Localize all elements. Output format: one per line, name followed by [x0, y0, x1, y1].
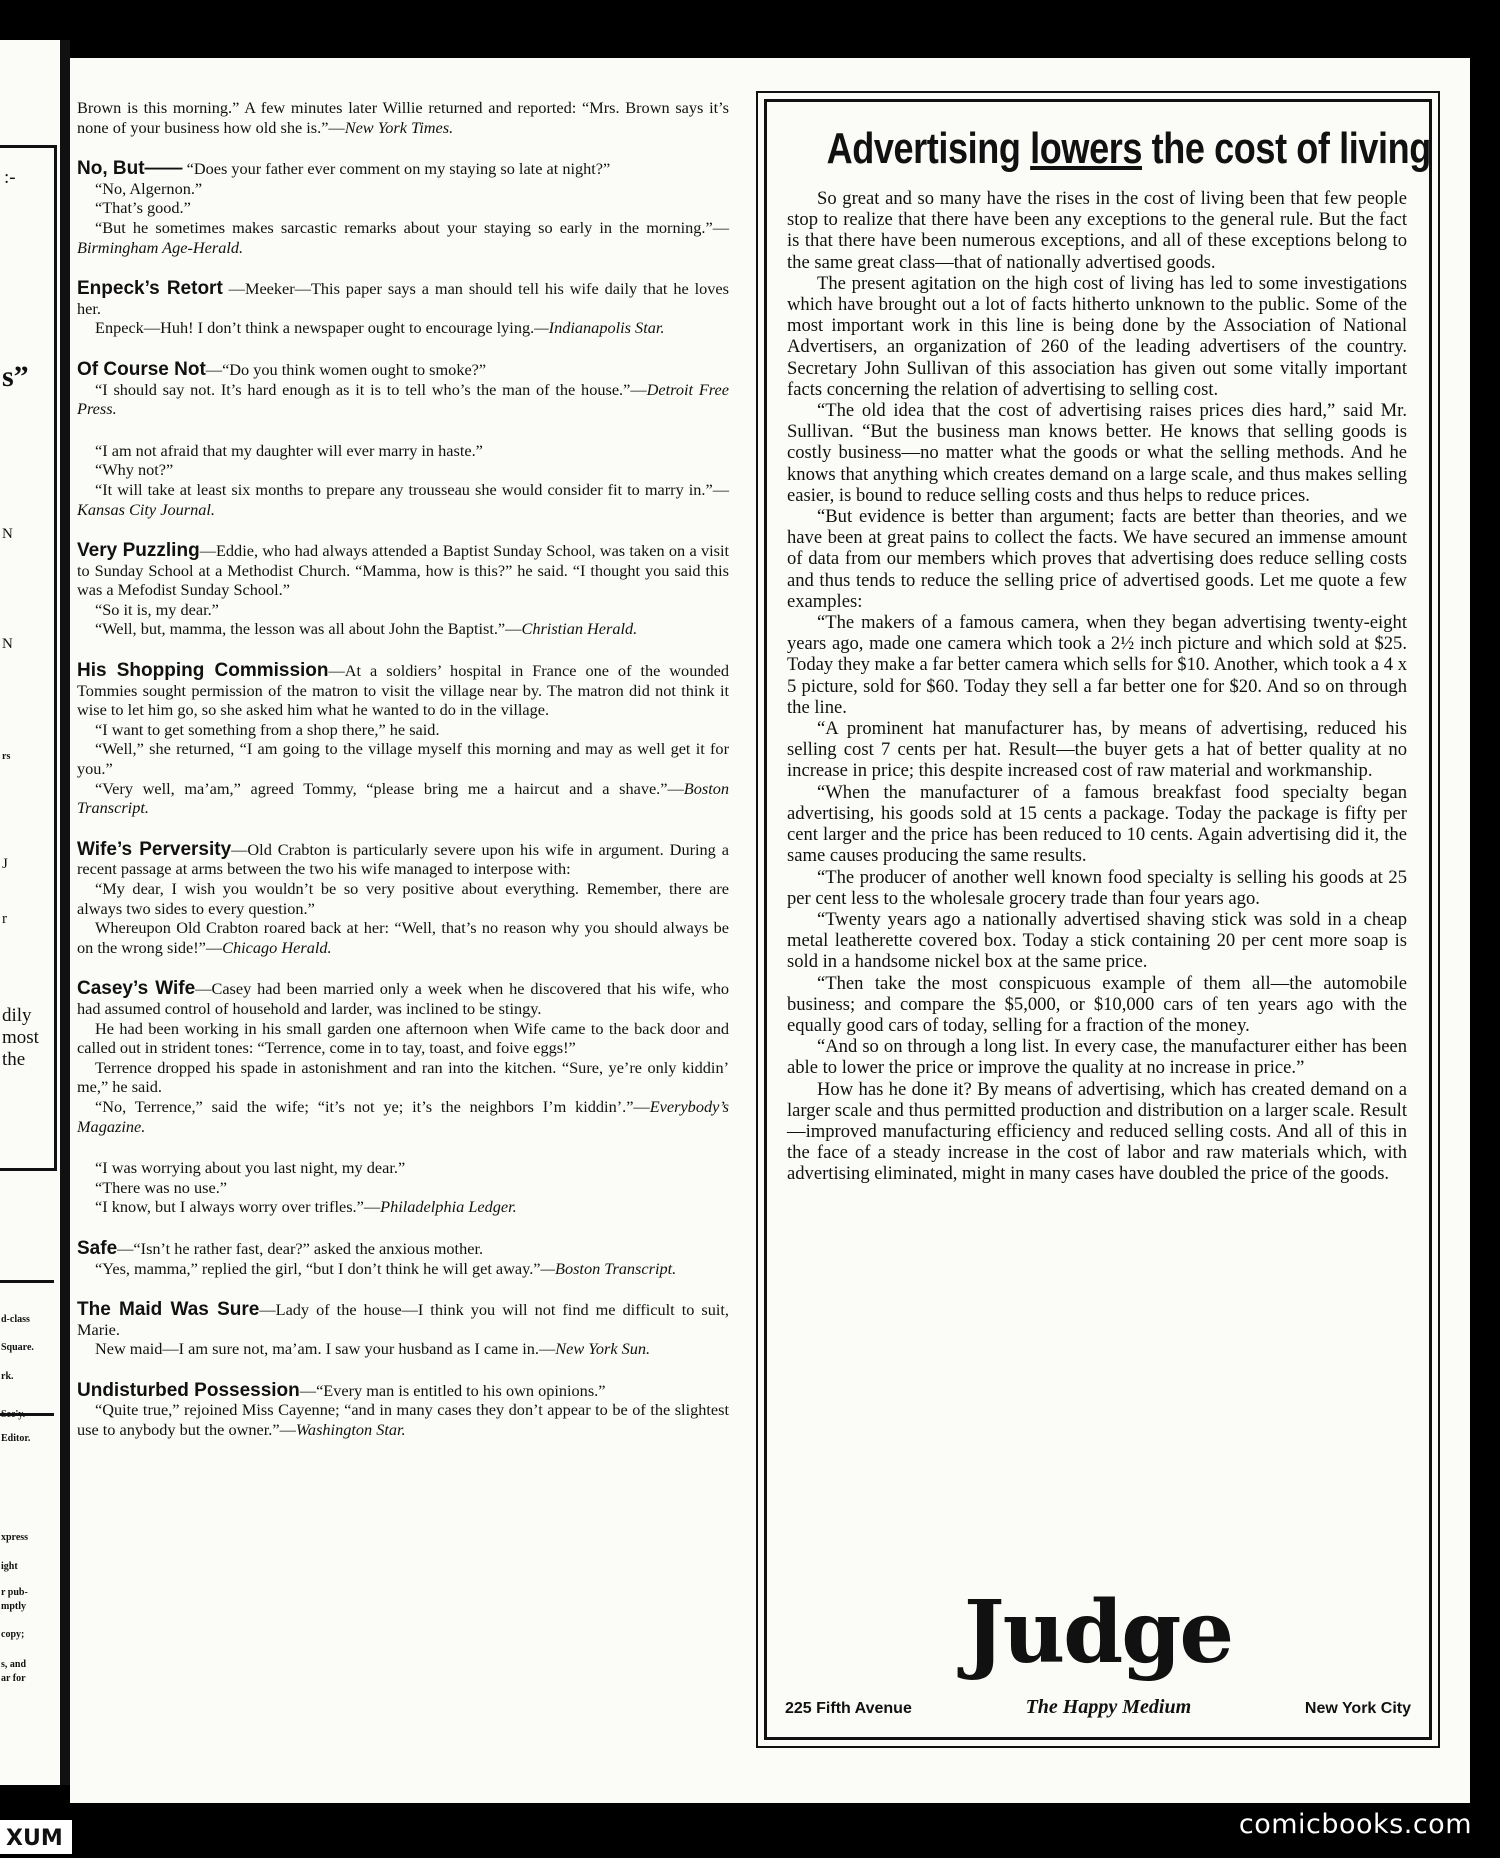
- joke-paragraph: [77, 779, 729, 818]
- edge-fragment: N: [2, 636, 13, 652]
- joke-paragraph: [77, 1158, 729, 1178]
- joke-paragraph: [77, 380, 729, 419]
- joke-text: “Quite true,” rejoined Miss Cayenne; “and in many cases they don’t appear to be of the slightest use to anybody but the owner.”—: [77, 1400, 729, 1440]
- edge-fragment: dily: [2, 1005, 32, 1026]
- joke-paragraph: [77, 179, 729, 199]
- joke-paragraph: [77, 918, 729, 957]
- joke-source: Chicago Herald.: [222, 937, 332, 957]
- edge-fragment: most: [2, 1027, 39, 1048]
- edge-fragment: :-: [4, 167, 16, 188]
- joke-text: —“Isn’t he rather fast, dear?” asked the anxious mother.: [117, 1238, 484, 1258]
- ad-body-text: [787, 188, 1407, 1185]
- joke-story: [77, 98, 729, 137]
- joke-paragraph: [77, 1339, 729, 1359]
- ad-paragraph: “The old idea that the cost of advertising raises prices dies hard,” said Mr. Sullivan. “But the business man knows better. He knows that selling goods is costly business—no matter what the goods or what the selling methods. And he knows that anything which creates demand on a large scale, and thus makes selling easier, is bound to reduce selling costs and thus helps to reduce prices.: [787, 400, 1407, 506]
- joke-paragraph: [77, 98, 729, 137]
- joke-text: “I am not afraid that my daughter will ever marry in haste.”: [95, 440, 483, 460]
- joke-text: “I know, but I always worry over trifles.”—: [95, 1197, 381, 1217]
- joke-text: “Very well, ma’am,” agreed Tommy, “please bring me a haircut and a shave.”—: [95, 778, 684, 798]
- joke-story: [77, 159, 729, 257]
- joke-paragraph: [77, 541, 729, 600]
- joke-source: Washington Star.: [295, 1420, 406, 1440]
- ad-headline-underlined: lowers: [1030, 124, 1143, 173]
- joke-source: Everybody’s Magazine.: [77, 1096, 729, 1136]
- joke-source: —Indianapolis Star.: [534, 318, 665, 338]
- edge-fragment: r pub-: [1, 1587, 28, 1598]
- previous-page-edge: [0, 40, 70, 1785]
- joke-paragraph: [77, 1019, 729, 1058]
- edge-fragment: s, and: [1, 1659, 27, 1670]
- joke-text: New maid—I am sure not, ma’am. I saw your husband as I came in.—: [95, 1339, 556, 1359]
- edge-fragment: d-class: [1, 1314, 30, 1325]
- joke-source: Kansas City Journal.: [77, 499, 215, 519]
- edge-fragment: ar for: [1, 1673, 26, 1684]
- ad-paragraph: The present agitation on the high cost of living has led to some investigations which have brought out a lot of facts hitherto unknown to the public. Some of the most important work in this line is being done by the Association of National Advertisers, an organization of 260 of the leading advertisers of the country. Secretary John Sullivan of this association has given out some vitally important facts concerning the relation of advertising to selling cost.: [787, 272, 1407, 400]
- edge-fragment: ight: [1, 1561, 18, 1572]
- joke-paragraph: [77, 1178, 729, 1198]
- joke-text: —“Do you think women ought to smoke?”: [205, 359, 487, 379]
- joke-text: “That’s good.”: [95, 198, 191, 218]
- joke-text: Brown is this morning.” A few minutes later Willie returned and reported: “Mrs. Brown says it’s none of your business how old she is.”—: [77, 98, 729, 137]
- joke-paragraph: [77, 1381, 729, 1401]
- joke-paragraph: [77, 840, 729, 879]
- joke-paragraph: [77, 600, 729, 620]
- joke-text: “It will take at least six months to prepare any trousseau she would consider fit to marry in.”—: [95, 479, 729, 499]
- joke-story: [77, 279, 729, 338]
- joke-text: “My dear, I wish you wouldn’t be so very positive about everything. Remember, there are always two sides to every question.”: [77, 879, 729, 918]
- judge-logo: Judge: [963, 1582, 1233, 1683]
- ad-headline-part: the cost of living: [1142, 124, 1431, 173]
- joke-paragraph: [77, 441, 729, 461]
- joke-paragraph: [77, 1058, 729, 1097]
- ad-paragraph: “When the manufacturer of a famous breakfast food specialty began advertising, his goods sold at 15 cents a package. Today the package is fifty per cent larger and the price has been reduced to 10 cents. Again advertising did it, the same causes producing the same results.: [787, 781, 1407, 867]
- joke-column: [77, 98, 729, 1462]
- watermark: comicbooks.com: [1238, 1809, 1472, 1840]
- advertisement-box: [764, 99, 1432, 1740]
- joke-story: [77, 840, 729, 958]
- ad-paragraph: “Twenty years ago a nationally advertised shaving stick was sold in a cheap metal leatherette covered box. Today a stick containing 20 per cent more soap is sold in a handsome nickel box at the same price.: [787, 908, 1407, 973]
- joke-paragraph: [77, 1400, 729, 1439]
- ad-city: New York City: [1304, 1700, 1411, 1717]
- joke-heading: Safe: [77, 1237, 118, 1259]
- joke-paragraph: [77, 218, 729, 257]
- joke-text: “Does your father ever comment on my staying so late at night?”: [182, 159, 611, 179]
- joke-text: —Old Crabton is particularly severe upon his wife in argument. During a recent passage at arms between the two his wife managed to interpose with:: [77, 839, 729, 879]
- joke-story: [77, 1300, 729, 1359]
- joke-paragraph: [77, 739, 729, 778]
- joke-text: “Yes, mamma,” replied the girl, “but I don’t think he will get away.”: [95, 1258, 541, 1278]
- joke-text: —At a soldiers’ hospital in France one of the wounded Tommies sought permission of the matron to visit the village near by. The matron did not think it wise to let him go, so she asked him what he wanted to do in the village.: [77, 661, 729, 720]
- joke-text: “But he sometimes makes sarcastic remarks about your staying so early in the morning.”—: [95, 217, 729, 237]
- ad-address: 225 Fifth Avenue: [785, 1700, 912, 1717]
- joke-paragraph: [77, 661, 729, 720]
- joke-heading: Undisturbed Possession: [77, 1379, 300, 1401]
- ad-paragraph: “Then take the most conspicuous example of them all—the automobile business; and compare the $5,000, or $10,000 cars of ten years ago with the equally good cars of today, selling for a fraction of the money.: [787, 972, 1407, 1036]
- joke-paragraph: [77, 279, 729, 318]
- joke-heading: His Shopping Commission: [77, 660, 329, 682]
- joke-paragraph: [77, 979, 729, 1018]
- joke-source: —Boston Transcript.: [540, 1258, 677, 1278]
- edge-fragment: rk.: [1, 1371, 14, 1382]
- joke-paragraph: [77, 619, 729, 639]
- joke-source: Detroit Free Press.: [77, 379, 729, 419]
- joke-text: “Why not?”: [95, 460, 174, 480]
- edge-fragment: rs: [2, 751, 11, 762]
- edge-fragment: J: [2, 856, 8, 872]
- joke-text: “I should say not. It’s hard enough as it is to tell who’s the man of the house.”—: [95, 379, 647, 399]
- joke-paragraph: [77, 1300, 729, 1339]
- joke-paragraph: [77, 1197, 729, 1217]
- edge-fragment: r: [2, 911, 7, 927]
- joke-heading: Casey’s Wife: [77, 978, 196, 1000]
- joke-paragraph: [77, 1239, 729, 1259]
- joke-source: Birmingham Age-Herald.: [77, 237, 244, 257]
- joke-story: [77, 1158, 729, 1217]
- ad-paragraph: “A prominent hat manufacturer has, by means of advertising, reduced his selling cost 7 cents per hat. Result—the buyer gets a hat of better quality at no increase in price; this despite increased cost of raw material and workmanship.: [787, 718, 1407, 782]
- joke-story: [77, 661, 729, 818]
- joke-paragraph: [77, 460, 729, 480]
- joke-text: Terrence dropped his spade in astonishment and ran into the kitchen. “Sure, ye’re only kiddin’ me,” he said.: [77, 1057, 729, 1097]
- joke-text: “Well, but, mamma, the lesson was all about John the Baptist.”—: [95, 619, 522, 639]
- edge-fragment: N: [2, 526, 13, 542]
- joke-story: [77, 979, 729, 1136]
- joke-paragraph: [77, 1259, 729, 1279]
- joke-paragraph: [77, 480, 729, 519]
- joke-source: Philadelphia Ledger.: [380, 1197, 517, 1217]
- joke-paragraph: [77, 879, 729, 918]
- ad-headline: [826, 124, 1431, 174]
- joke-paragraph: [77, 318, 729, 338]
- joke-paragraph: [77, 1097, 729, 1136]
- joke-story: [77, 360, 729, 419]
- joke-text: —Meeker—This paper says a man should tell his wife daily that he loves her.: [77, 279, 729, 318]
- joke-source: Christian Herald.: [521, 619, 638, 639]
- edge-fragment: copy;: [1, 1629, 25, 1640]
- ad-paragraph: “The makers of a famous camera, when they began advertising twenty-eight years ago, made one camera which took a 2½ inch picture and which sold at $25. Today they make a far better camera which sells for $10. Another, which took a 4 x 5 picture, sold for $60. Today they sell a far better one for $20. And so on through the line.: [787, 612, 1407, 718]
- joke-text: Enpeck—Huh! I don’t think a newspaper ought to encourage lying.: [95, 318, 535, 338]
- joke-text: “No, Terrence,” said the wife; “it’s not ye; it’s the neighbors I’m kiddin’.”—: [95, 1096, 650, 1116]
- edge-fragment: the: [2, 1049, 26, 1070]
- joke-text: —Casey had been married only a week when he discovered that his wife, who had assumed control of household and larder, was inclined to be stingy.: [77, 979, 729, 1018]
- joke-text: “I was worrying about you last night, my dear.”: [95, 1158, 406, 1178]
- joke-source: Boston Transcript.: [77, 778, 729, 818]
- joke-source: New York Sun.: [555, 1339, 651, 1359]
- joke-story: [77, 441, 729, 519]
- edge-fragment: Sec'y.: [1, 1409, 26, 1420]
- ad-slogan: The Happy Medium: [1025, 1696, 1192, 1718]
- joke-text: “No, Algernon.”: [95, 178, 203, 198]
- edge-fragment: xpress: [1, 1532, 29, 1543]
- ad-headline-part: Advertising: [826, 124, 1031, 173]
- joke-text: He had been working in his small garden one afternoon when Wife came to the back door and called out in strident tones: “Terrence, come in to tay, toast, and foive eggs!”: [77, 1018, 729, 1058]
- corner-label: XUM: [0, 1820, 72, 1854]
- joke-text: “Well,” she returned, “I am going to the village myself this morning and may as well get it for you.”: [77, 739, 729, 779]
- joke-text: Whereupon Old Crabton roared back at her: “Well, that’s no reason why you should always be on the wrong side!”—: [77, 918, 729, 957]
- ad-paragraph: “And so on through a long list. In every case, the manufacturer either has been able to lower the price or improve the quality at no increase in price.”: [787, 1036, 1407, 1079]
- joke-text: —Lady of the house—I think you will not find me difficult to suit, Marie.: [77, 1300, 729, 1339]
- ad-paragraph: So great and so many have the rises in the cost of living been that few people stop to realize that there have been any exceptions to the general rule. But the fact is that there have been numerous exceptions, and all of these exceptions belong to the same great class—that of nationally advertised goods.: [787, 188, 1407, 273]
- joke-source: New York Times.: [344, 117, 454, 137]
- joke-heading: Of Course Not: [77, 358, 206, 380]
- joke-text: “So it is, my dear.”: [95, 599, 219, 619]
- joke-paragraph: [77, 198, 729, 218]
- ad-paragraph: How has he done it? By means of advertising, which has created demand on a larger scale and thus permitted production and distribution on a larger scale. Result—improved manufacturing efficiency and reduced selling costs. And all of this in the face of a steady increase in the cost of labor and raw materials which, with advertising eliminated, might in many cases have doubled the price of the goods.: [787, 1078, 1407, 1185]
- joke-story: [77, 1381, 729, 1440]
- joke-paragraph: [77, 720, 729, 740]
- joke-heading: Very Puzzling: [77, 540, 200, 562]
- edge-fragment: Square.: [1, 1342, 34, 1353]
- joke-story: [77, 541, 729, 639]
- joke-text: —Eddie, who had always attended a Baptist Sunday School, was taken on a visit to Sunday School at a Methodist Church. “Mamma, how is this?” he said. “I thought you said this was a Mefodist Sunday School.”: [77, 541, 730, 600]
- joke-text: “I want to get something from a shop there,” he said.: [95, 719, 440, 739]
- joke-text: “There was no use.”: [95, 1177, 227, 1197]
- joke-heading: Enpeck’s Retort: [77, 278, 223, 300]
- joke-heading: The Maid Was Sure: [77, 1299, 260, 1321]
- ad-paragraph: “The producer of another well known food specialty is selling his goods at 25 per cent less to the wholesale grocery trade than four years ago.: [787, 866, 1407, 909]
- edge-fragment: mptly: [1, 1601, 26, 1612]
- joke-heading: Wife’s Perversity: [77, 838, 232, 860]
- ad-footer: [785, 1696, 1411, 1719]
- joke-paragraph: [77, 159, 729, 179]
- edge-fragment: s”: [2, 360, 29, 393]
- edge-fragment: Editor.: [1, 1433, 31, 1444]
- joke-story: [77, 1239, 729, 1278]
- joke-heading: No, But——: [77, 158, 183, 180]
- ad-paragraph: “But evidence is better than argument; facts are better than theories, and we have been at great pains to collect the facts. We have secured an immense amount of data from our members which proves that advertising does reduce selling costs and thus tends to reduce the selling price of advertised goods. Let me quote a few examples:: [787, 506, 1407, 612]
- joke-text: —“Every man is entitled to his own opinions.”: [299, 1380, 606, 1400]
- joke-paragraph: [77, 360, 729, 380]
